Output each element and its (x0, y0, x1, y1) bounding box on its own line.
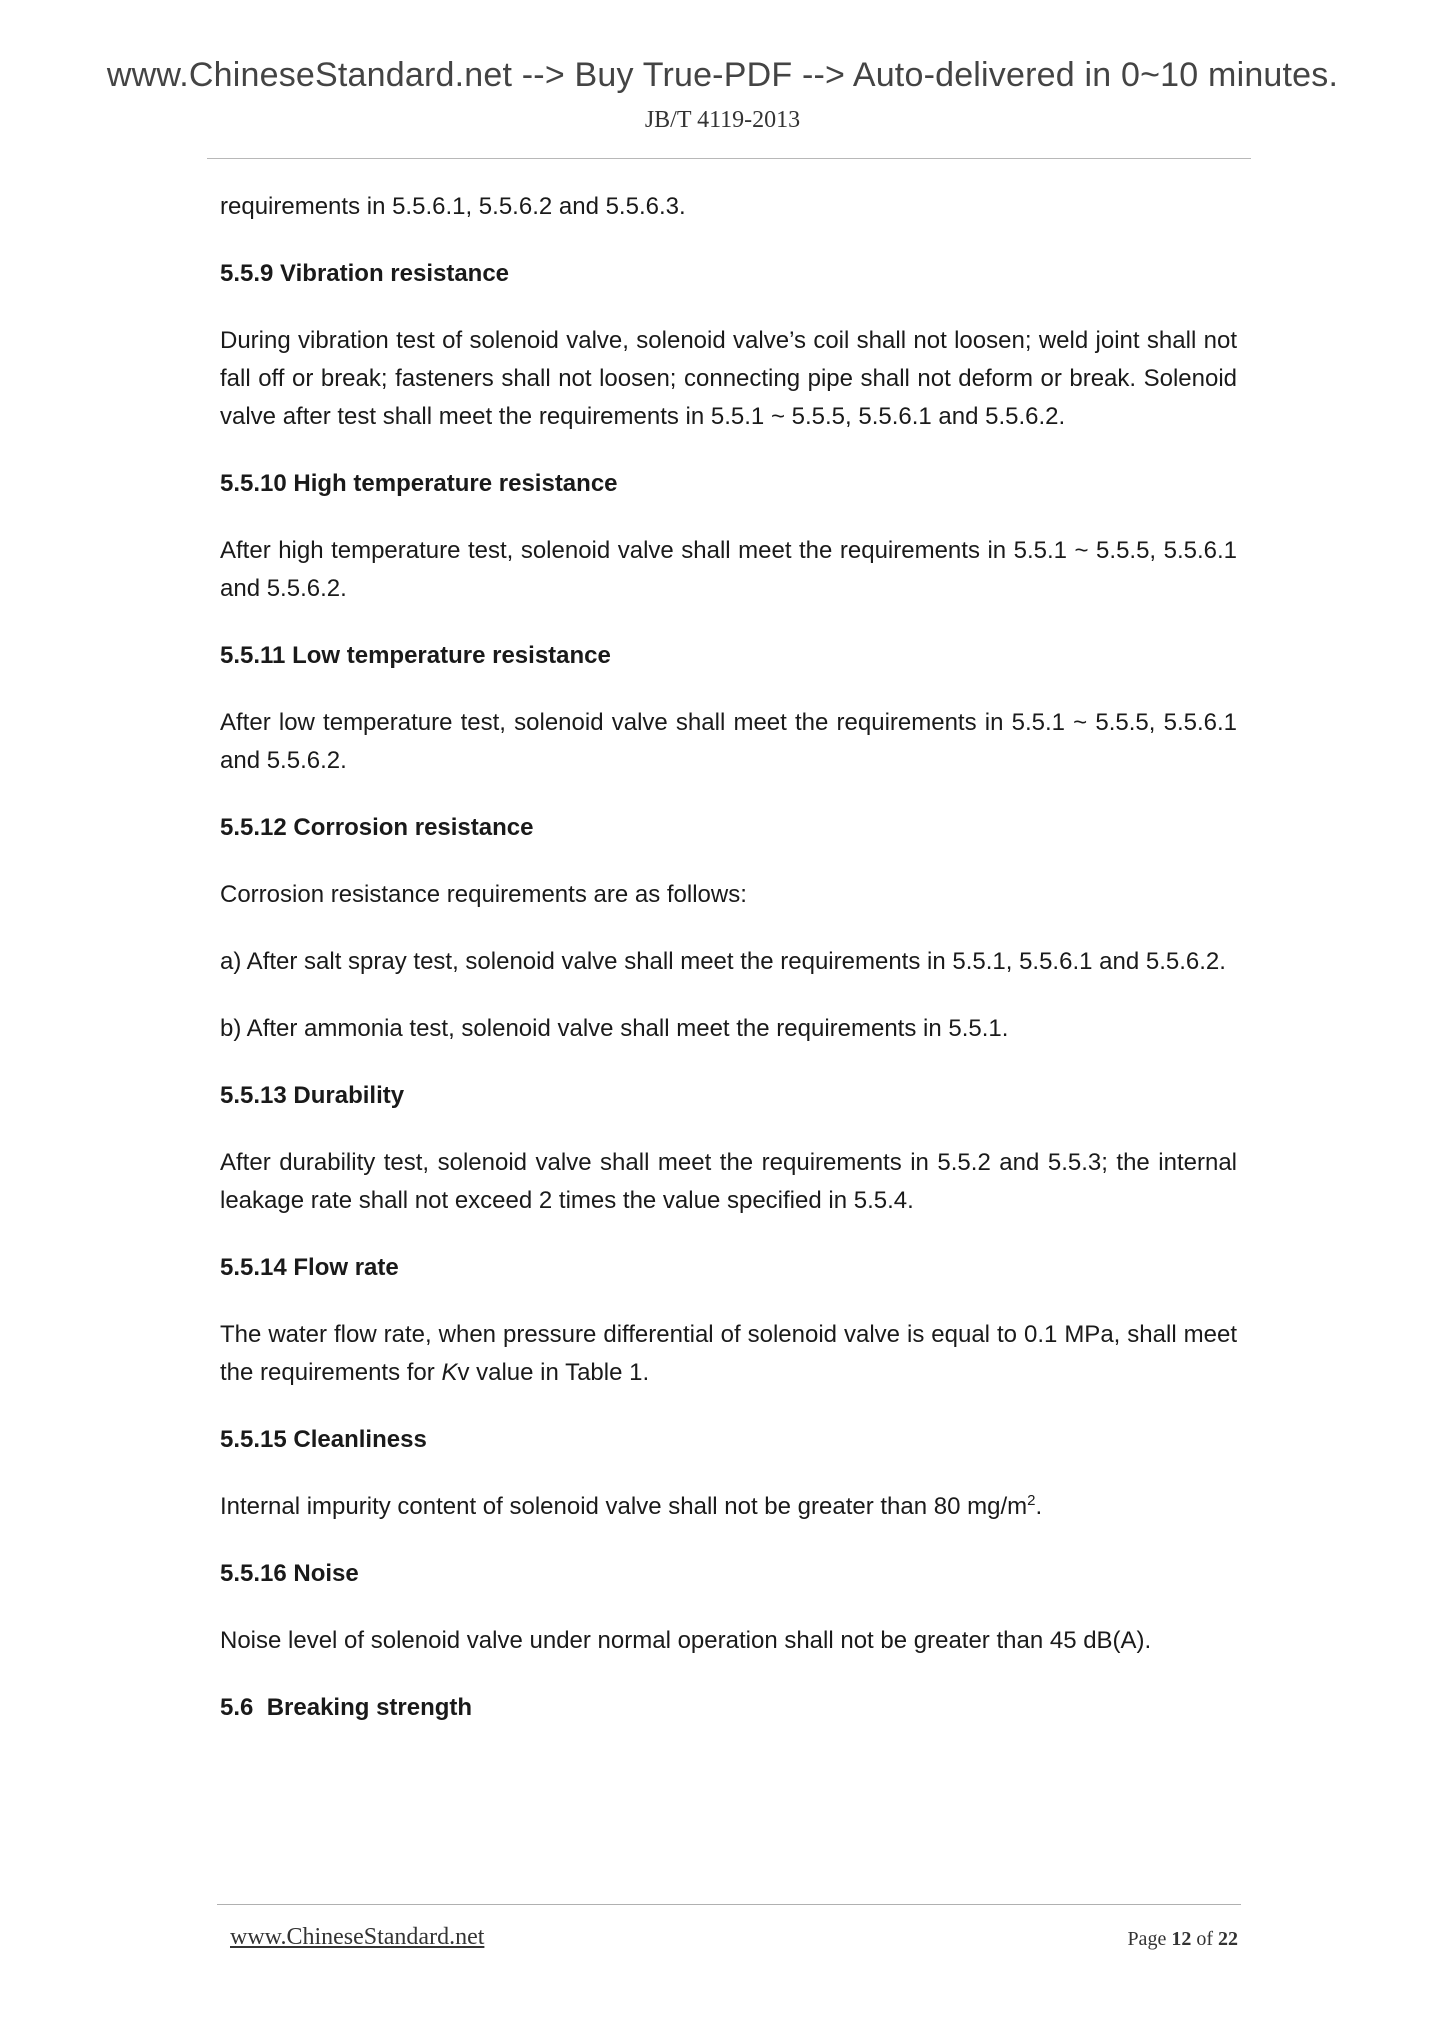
document-body (220, 188, 1237, 1727)
heading-5-5-16: 5.5.16 Noise (220, 1560, 359, 1587)
heading-5-5-14: 5.5.14 Flow rate (220, 1254, 399, 1281)
paragraph-5-5-14 (220, 1316, 1237, 1392)
heading-5-5-15: 5.5.15 Cleanliness (220, 1426, 427, 1453)
paragraph-5-5-10: After high temperature test, solenoid valve shall meet the requirements in 5.5.1 ~ 5.5.5, 5.5.6.1 and 5.5.6.2. (220, 537, 1237, 602)
heading-5-5-9: 5.5.9 Vibration resistance (220, 260, 510, 287)
heading-5-6: 5.6 Breaking strength (220, 1694, 473, 1721)
total-pages: 22 (1218, 1928, 1238, 1950)
paragraph-5-5-11: After low temperature test, solenoid valve shall meet the requirements in 5.5.1 ~ 5.5.5, 5.5.6.1 and 5.5.6.2. (220, 709, 1237, 774)
cleanliness-text: Internal impurity content of solenoid valve shall not be greater than 80 mg/m (220, 1493, 1028, 1520)
header-banner: www.ChineseStandard.net --> Buy True-PDF --> Auto-delivered in 0~10 minutes. (106, 56, 1339, 94)
footer-divider (217, 1904, 1241, 1905)
page-of: of (1196, 1928, 1213, 1950)
paragraph-5-5-16: Noise level of solenoid valve under normal operation shall not be greater than 45 dB(A). (220, 1627, 1152, 1654)
heading-5-5-13: 5.5.13 Durability (220, 1082, 405, 1109)
paragraph-5-5-9: During vibration test of solenoid valve, solenoid valve’s coil shall not loosen; weld joint shall not fall off or break; fasteners shall not loosen; connecting pipe shall not deform or break. Solenoid valve after test shall meet the requirements in 5.5.1 ~ 5.5.5, 5.5.6.1 and 5.5.6.2. (220, 327, 1237, 430)
paragraph-5-5-13: After durability test, solenoid valve shall meet the requirements in 5.5.2 and 5.5.3; the internal leakage rate shall not exceed 2 times the value specified in 5.5.4. (220, 1149, 1237, 1214)
paragraph-5-5-15 (220, 1488, 1237, 1526)
current-page: 12 (1171, 1928, 1192, 1950)
flow-text-after: value in Table 1. (469, 1359, 650, 1386)
flow-text-before: The water flow rate, when pressure differential of solenoid valve is equal to 0.1 MPa, shall meet the requirements for (220, 1321, 1237, 1386)
page-prefix: Page (1127, 1928, 1167, 1950)
list-item-a: a) After salt spray test, solenoid valve shall meet the requirements in 5.5.1, 5.5.6.1 and 5.5.6.2. (220, 948, 1226, 975)
footer-website-link[interactable]: www.ChineseStandard.net (230, 1924, 485, 1950)
continuation-text: requirements in 5.5.6.1, 5.5.6.2 and 5.5.6.3. (220, 193, 686, 220)
superscript-2: 2 (1027, 1492, 1036, 1509)
heading-5-5-11: 5.5.11 Low temperature resistance (220, 642, 611, 669)
heading-5-5-10: 5.5.10 High temperature resistance (220, 470, 618, 497)
kv-symbol-k: K (441, 1359, 458, 1386)
cleanliness-period: . (1035, 1493, 1043, 1520)
heading-5-5-12: 5.5.12 Corrosion resistance (220, 814, 534, 841)
paragraph-5-5-12-intro: Corrosion resistance requirements are as follows: (220, 881, 747, 908)
page-number (1127, 1928, 1238, 1951)
list-item-b: b) After ammonia test, solenoid valve shall meet the requirements in 5.5.1. (220, 1015, 1009, 1042)
kv-symbol-v: v (457, 1359, 470, 1386)
standard-code: JB/T 4119-2013 (644, 107, 801, 133)
header-divider (207, 158, 1251, 159)
